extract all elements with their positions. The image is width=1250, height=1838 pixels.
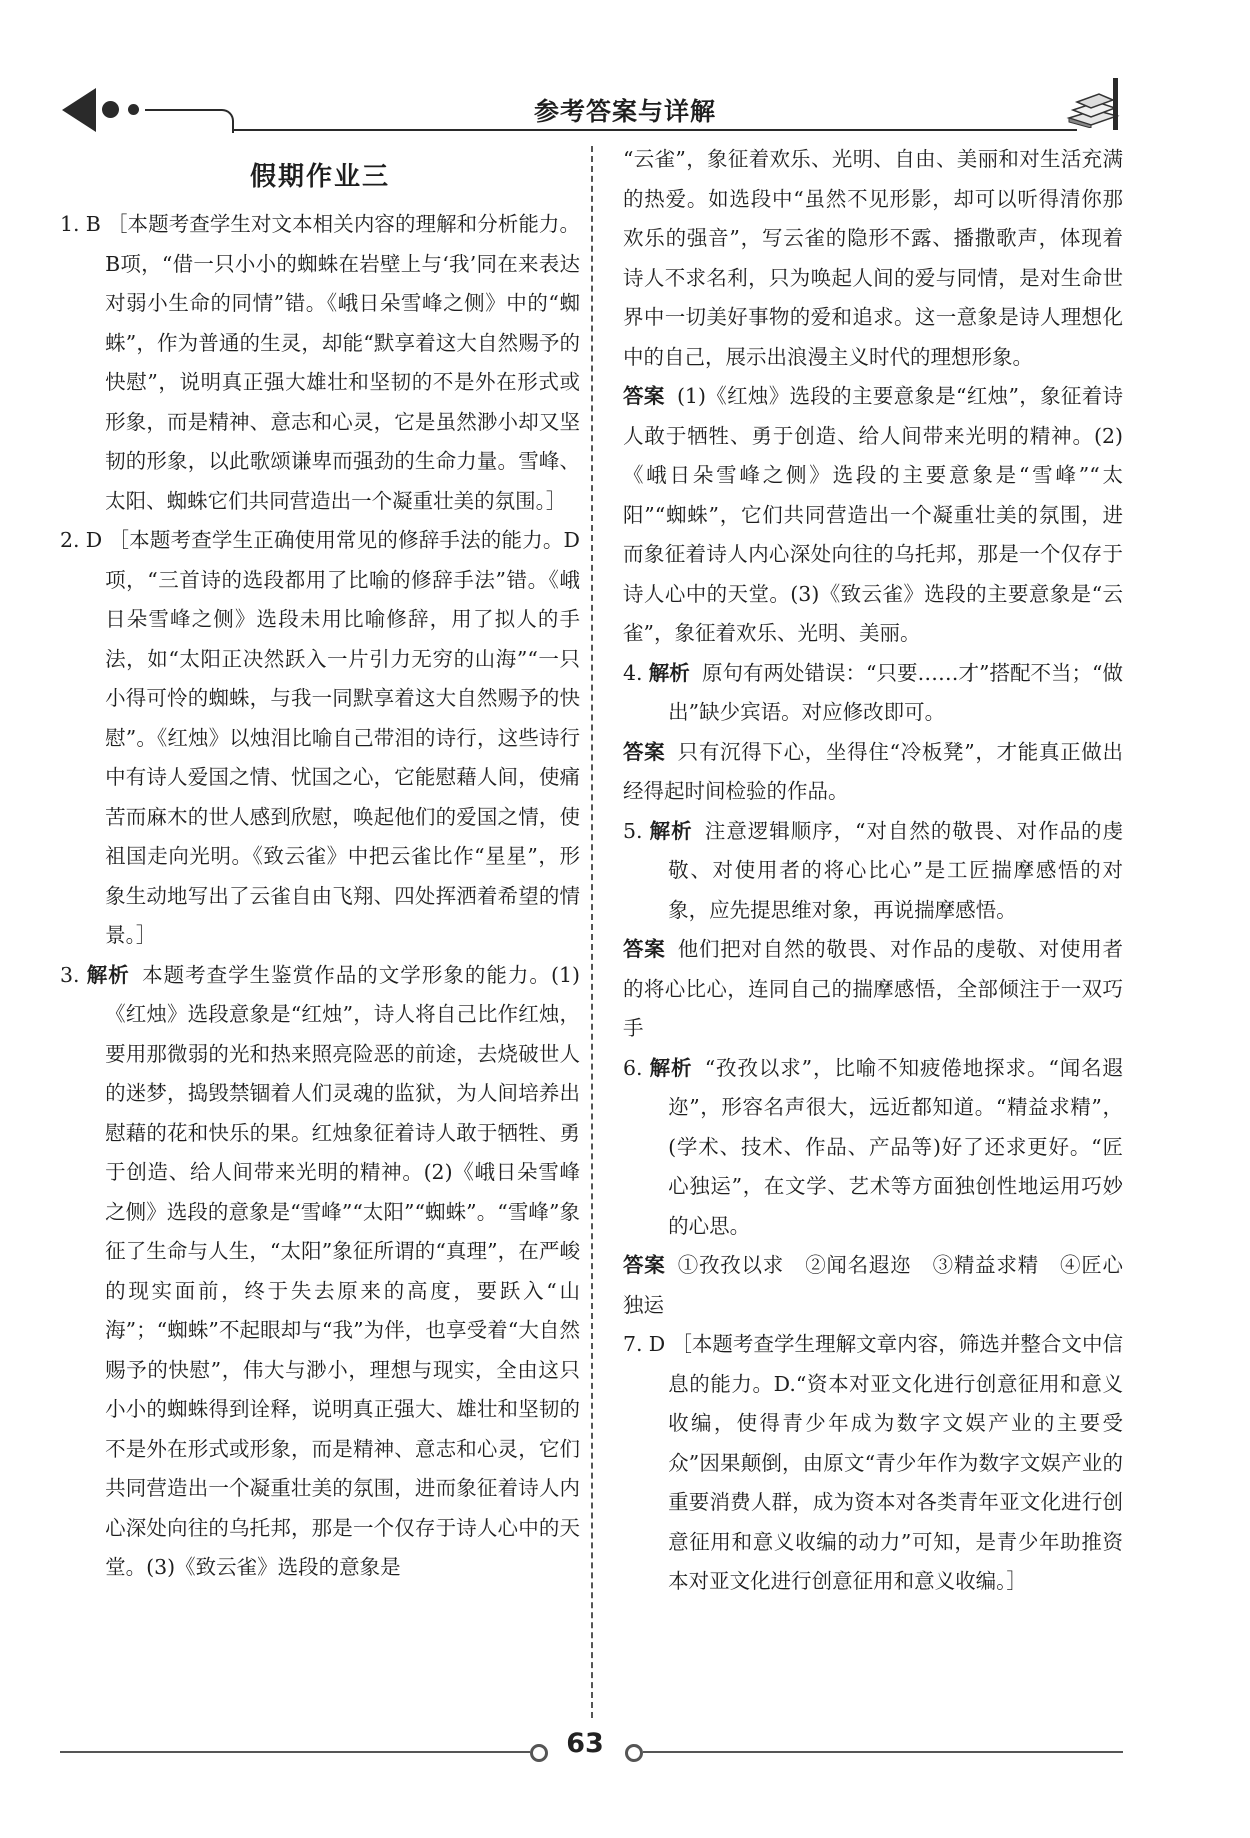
question-1 — [60, 205, 580, 521]
footer-rule — [643, 1751, 1123, 1753]
analysis-text: 注意逻辑顺序，“对自然的敬畏、对作品的虔敬、对使用者的将心比心”是工匠揣摩感悟的对象，应先提思维对象，再说揣摩感悟。 — [668, 818, 1124, 922]
analysis-label: 解析 — [85, 962, 130, 987]
header-rule — [145, 109, 220, 111]
question-3-continued — [623, 140, 1123, 377]
analysis-text-continued: “云雀”，象征着欢乐、光明、自由、美丽和对生活充满的热爱。如选段中“虽然不见形影，却可以听得清你那欢乐的强音”，写云雀的隐形不露、播撒歌声，体现着诗人不求名利，只为唤起人间的爱与同情，是对生命世界中一切美好事物的爱和追求。这一意象是诗人理想化中的自己，展示出浪漫主义时代的理想形象。 — [623, 147, 1123, 369]
question-number: 6. — [623, 1055, 643, 1080]
question-explanation: ［本题考查学生理解文章内容，筛选并整合文中信息的能力。D.“资本对亚文化进行创意征用和意义收编，使得青少年成为数字文娱产业的主要受众”因果颠倒，由原文“青少年作为数字文娱产业的重要消费人群，成为资本对各类青年亚文化进行创意征用和意义收编的动力”可知，是青少年助推资本对亚文化进行创意征用和意义收编。］ — [668, 1332, 1123, 1593]
analysis-text: “孜孜以求”，比喻不知疲倦地探求。“闻名遐迩”，形容名声很大，远近都知道。“精益求精”，(学术、技术、作品、产品等)好了还求更好。“匠心独运”，在文学、艺术等方面独创性地运用巧妙的心思。 — [668, 1055, 1123, 1238]
answer-label: 答案 — [623, 739, 666, 764]
answer-text: ①孜孜以求 ②闻名遐迩 ③精益求精 ④匠心独运 — [623, 1253, 1124, 1317]
footer-rule — [60, 1751, 530, 1753]
question-number: 2. — [60, 528, 80, 552]
analysis-text: 原句有两处错误：“只要……才”搭配不当；“做出”缺少宾语。对应修改即可。 — [668, 660, 1123, 724]
left-column — [60, 153, 580, 1588]
answer-label: 答案 — [623, 937, 666, 961]
answer-label: 答案 — [623, 1253, 666, 1277]
answer-4 — [623, 733, 1123, 812]
answer-5 — [623, 930, 1123, 1049]
page-number: 63 — [566, 1728, 604, 1759]
question-2 — [60, 521, 580, 956]
analysis-label: 解析 — [648, 660, 690, 685]
question-explanation: ［本题考查学生正确使用常见的修辞手法的能力。D项，“三首诗的选段都用了比喻的修辞手法”错。《峨日朵雪峰之侧》选段未用比喻修辞，用了拟人的手法，如“太阳正决然跃入一片引力无穷的山海”“一只小得可怜的蜘蛛，与我一同默享着这大自然赐予的快慰”。《红烛》以烛泪比喻自己带泪的诗行，这些诗行中有诗人爱国之情、忧国之心，它能慰藉人间，使痛苦而麻木的世人感到欣慰，唤起他们的爱国之情，使祖国走向光明。《致云雀》中把云雀比作“星星”，形象生动地写出了云雀自由飞翔、四处挥洒着希望的情景。］ — [105, 528, 580, 947]
question-answer: D — [648, 1332, 666, 1356]
header-dot-icon — [128, 104, 139, 115]
section-title: 假期作业三 — [249, 162, 390, 192]
analysis-label: 解析 — [648, 818, 693, 843]
question-number: 3. — [60, 962, 80, 987]
answer-6 — [623, 1246, 1123, 1325]
question-number: 5. — [623, 818, 643, 843]
analysis-label: 解析 — [648, 1055, 693, 1080]
answer-3 — [623, 377, 1123, 654]
question-6 — [623, 1049, 1123, 1247]
question-answer: B — [85, 212, 101, 236]
question-answer: D — [85, 528, 103, 552]
question-explanation: ［本题考查学生对文本相关内容的理解和分析能力。B项，“借一只小小的蜘蛛在岩壁上与‘我’同在来表达对弱小生命的同情”错。《峨日朵雪峰之侧》中的“蜘蛛”，作为普通的生灵，却能“默享着这大自然赐予的快慰”，说明真正强大雄壮和坚韧的不是外在形式或形象，而是精神、意志和心灵，它是虽然渺小却又坚韧的形象，以此歌颂谦卑而强劲的生命力量。雪峰、太阳、蜘蛛它们共同营造出一个凝重壮美的氛围。］ — [105, 212, 580, 513]
question-4 — [623, 654, 1123, 733]
header-rule — [232, 129, 1077, 131]
question-5 — [623, 812, 1123, 931]
right-column — [623, 140, 1123, 1602]
header-title: 参考答案与详解 — [533, 97, 716, 126]
header-arrow-icon — [62, 88, 96, 132]
question-number: 4. — [623, 660, 643, 685]
header-dot-icon — [102, 101, 119, 118]
answer-text: 他们把对自然的敬畏、对作品的虔敬、对使用者的将心比心，连同自己的揣摩感悟，全部倾注于一双巧手 — [623, 937, 1124, 1040]
question-7 — [623, 1325, 1123, 1602]
footer-circle-icon — [530, 1744, 548, 1762]
answer-label: 答案 — [623, 384, 665, 408]
answer-text: (1)《红烛》选段的主要意象是“红烛”，象征着诗人敢于牺牲、勇于创造、给人间带来光明的精神。(2)《峨日朵雪峰之侧》选段的主要意象是“雪峰”“太阳”“蜘蛛”，它们共同营造出一个凝重壮美的氛围，进而象征着诗人内心深处向往的乌托邦，那是一个仅存于诗人心中的天堂。(3)《致云雀》选段的主要意象是“云雀”，象征着欢乐、光明、美丽。 — [623, 384, 1124, 645]
header-bar — [1113, 78, 1118, 130]
analysis-text: 本题考查学生鉴赏作品的文学形象的能力。(1)《红烛》选段意象是“红烛”，诗人将自己比作红烛，要用那微弱的光和热来照亮险恶的前途，去烧破世人的迷梦，捣毁禁锢着人们灵魂的监狱，为人间培养出慰藉的花和快乐的果。红烛象征着诗人敢于牺牲、勇于创造、给人间带来光明的精神。(2)《峨日朵雪峰之侧》选段的意象是“雪峰”“太阳”“蜘蛛”。“雪峰”象征了生命与人生，“太阳”象征所谓的“真理”，在严峻的现实面前，终于失去原来的高度，要跃入“山海”；“蜘蛛”不起眼却与“我”为伴，也享受着“大自然赐予的快慰”，伟大与渺小，理想与现实，全由这只小小的蜘蛛得到诠释，说明真正强大、雄壮和坚韧的不是外在形式或形象，而是精神、意志和心灵，它们共同营造出一个凝重壮美的氛围，进而象征着诗人内心深处向往的乌托邦，那是一个仅存于诗人心中的天堂。(3)《致云雀》选段的意象是 — [105, 962, 580, 1579]
question-number: 1. — [60, 212, 80, 236]
question-3 — [60, 956, 580, 1588]
answer-text: 只有沉得下心，坐得住“冷板凳”，才能真正做出经得起时间检验的作品。 — [623, 739, 1123, 803]
question-number: 7. — [623, 1332, 643, 1356]
footer-circle-icon — [625, 1744, 643, 1762]
column-divider — [591, 146, 593, 1718]
